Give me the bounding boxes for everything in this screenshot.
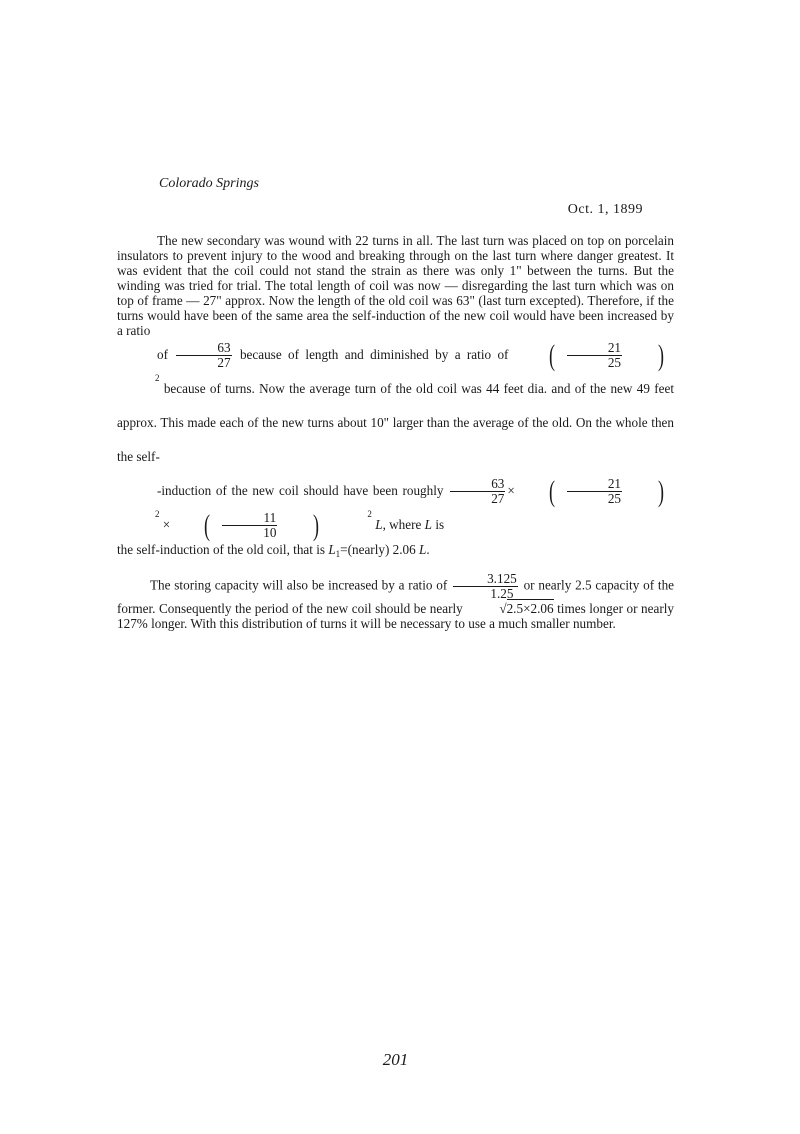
p1-of-word: of — [157, 347, 168, 362]
fraction-numerator: 63 — [450, 477, 505, 492]
paragraph-2 — [117, 572, 674, 631]
p1-formula-line-1 — [117, 338, 674, 474]
p1-formula-line-2 — [117, 474, 674, 542]
p1-text-b: because of length and diminished by a ratio of — [239, 347, 509, 362]
period: . — [426, 542, 430, 557]
fraction-denominator: 27 — [491, 491, 505, 507]
p1-text-h: =(nearly) 2.06 — [340, 542, 416, 557]
left-paren-icon: ( — [548, 474, 555, 508]
p1-text-g: the self-induction of the old coil, that is — [117, 542, 326, 557]
times-sign: × — [162, 517, 171, 532]
p1-text-e: , where — [382, 517, 422, 532]
p2-text-c: times longer or nearly 127% longer. With this distribution of turns it will be necessary to use a much smaller number. — [117, 601, 675, 631]
square-root — [466, 601, 553, 616]
variable-l: L — [328, 542, 336, 557]
fraction-denominator: 27 — [217, 355, 231, 371]
page-number: 201 — [382, 1050, 409, 1069]
variable-l: L — [419, 542, 427, 557]
fraction-3125-125 — [453, 572, 518, 601]
times-sign: × — [507, 483, 515, 498]
fraction-21-25 — [567, 341, 622, 370]
subscript: 1 — [335, 549, 341, 559]
p1-text-c: because of turns. Now the average turn of the old coil was 44 feet dia. and of the new 49 feet approx. This made each of the new turns about 10" larger than the average of the old. On the whole then the self- — [117, 381, 674, 464]
fraction-denominator: 1.25 — [490, 586, 514, 601]
header-place: Colorado Springs — [159, 176, 259, 191]
exponent: 2 — [367, 509, 372, 519]
fraction-denominator: 10 — [263, 525, 277, 541]
right-paren-icon: ) — [313, 508, 320, 542]
fraction-denominator: 25 — [607, 355, 622, 371]
fraction-21-25-b — [567, 477, 622, 506]
paragraph-1 — [117, 233, 674, 562]
fraction-63-27-b — [450, 477, 505, 506]
fraction-numerator: 11 — [222, 511, 277, 526]
p2-text-b: or nearly 2.5 capacity of the former. Consequently the period of the new coil should be nearly — [117, 577, 675, 616]
p1-text-d: -induction of the new coil should have been roughly — [157, 483, 444, 498]
left-paren-icon: ( — [204, 508, 211, 542]
fraction-numerator: 21 — [567, 341, 622, 356]
sqrt-content: 2.5×2.06 — [506, 601, 554, 616]
document-body — [117, 233, 674, 631]
exponent: 2 — [155, 373, 160, 383]
header-date: Oct. 1, 1899 — [567, 202, 643, 217]
p1-text-f: is — [435, 517, 445, 532]
sqrt-icon: √ — [499, 601, 507, 616]
p1-text-a: The new secondary was wound with 22 turns in all. The last turn was placed on top on porcelain insulators to prevent injury to the wood and breaking through on the last turn where danger greatest. It was evident that the coil could not stand the strain as there was only 1" between the turns. But the winding was tried for trial. The total length of coil was now — disregarding the last turn which was on top of frame — 27" approx. Now the length of the old coil was 63" (last turn excepted). Therefore, if the turns would have been of the same area the self-induction of the new coil would have been increased by a ratio — [117, 233, 674, 338]
right-paren-icon: ) — [658, 338, 665, 372]
right-paren-icon: ) — [658, 474, 665, 508]
fraction-63-27 — [176, 341, 231, 370]
p2-text-a: The storing capacity will also be increased by a ratio of — [150, 577, 448, 593]
fraction-11-10 — [222, 511, 277, 540]
fraction-denominator: 25 — [607, 491, 622, 507]
document-page — [117, 0, 674, 1134]
variable-l: L — [375, 517, 383, 532]
fraction-numerator: 21 — [567, 477, 622, 492]
left-paren-icon: ( — [548, 338, 555, 372]
variable-l: L — [424, 517, 433, 532]
fraction-numerator: 3.125 — [453, 572, 518, 587]
exponent: 2 — [155, 509, 160, 519]
fraction-numerator: 63 — [176, 341, 231, 356]
